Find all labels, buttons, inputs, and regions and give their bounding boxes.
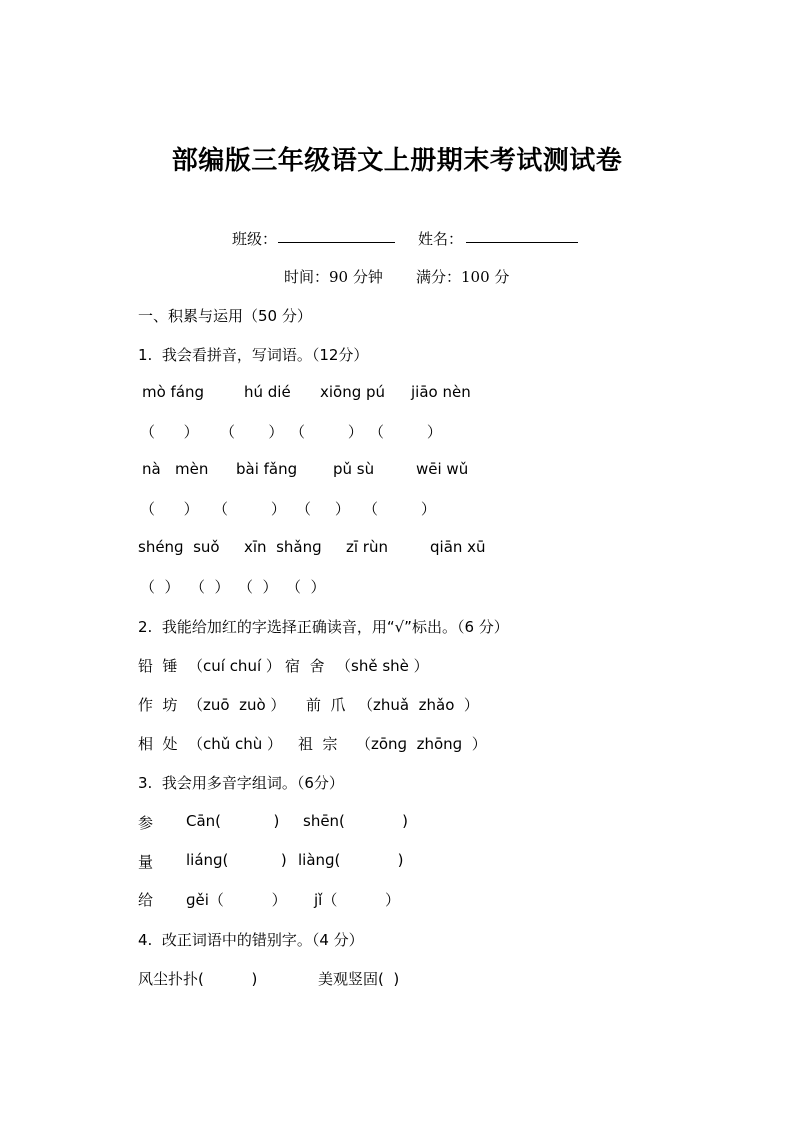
- answer-blank[interactable]: Cān( ): [186, 812, 280, 830]
- pinyin-item: wēi wǔ: [416, 460, 469, 478]
- pinyin-item: mò fáng: [142, 383, 205, 401]
- answer-blank[interactable]: （ ）: [369, 423, 442, 441]
- reading-choice[interactable]: （chǔ chù ）: [188, 735, 283, 753]
- answer-blank[interactable]: （ ）: [190, 578, 230, 596]
- score-info: 满分：100 分: [416, 268, 510, 286]
- answer-blank[interactable]: liánɡ( ): [186, 851, 287, 869]
- page-title: 部编版三年级语文上册期末考试测试卷: [171, 146, 623, 176]
- section-heading: 一、积累与运用（50 分）: [138, 307, 312, 325]
- question-3-title: 3. 我会用多音字组词。（6分）: [138, 774, 344, 792]
- pinyin-item: xīn shǎnɡ: [244, 538, 322, 556]
- pinyin-item: qiān xū: [430, 538, 486, 556]
- answer-blank[interactable]: （ ）: [290, 423, 363, 441]
- name-label: 姓名：: [418, 230, 464, 248]
- pinyin-item: xiōng pú: [320, 383, 386, 401]
- time-info: 时间：90 分钟: [284, 268, 383, 286]
- answer-blank[interactable]: （ ）: [213, 500, 286, 518]
- word-item: 作 坊: [138, 696, 178, 714]
- pinyin-item: hú dié: [244, 383, 291, 401]
- pinyin-item: zī rùn: [346, 538, 388, 556]
- word-item: 量: [138, 853, 154, 871]
- pinyin-item: shénɡ suǒ: [138, 538, 220, 556]
- word-item: 祖 宗: [298, 735, 338, 753]
- reading-choice[interactable]: （zōnɡ zhōnɡ ）: [356, 735, 487, 753]
- answer-blank[interactable]: ɡěi（ ）: [186, 891, 287, 909]
- answer-blank[interactable]: shēn( ): [303, 812, 408, 830]
- answer-blank[interactable]: （ ）: [286, 578, 326, 596]
- answer-blank[interactable]: （ ）: [296, 500, 350, 518]
- pinyin-item: bài fǎng: [236, 460, 298, 478]
- answer-blank[interactable]: （ ）: [140, 500, 199, 518]
- answer-blank[interactable]: （ ）: [220, 423, 284, 441]
- answer-blank[interactable]: 风尘扑扑( ): [138, 970, 258, 988]
- reading-choice[interactable]: （cuí chuí ）: [188, 657, 281, 675]
- word-item: 相 处: [138, 735, 178, 753]
- word-item: 宿 舍: [285, 657, 325, 675]
- reading-choice[interactable]: （shě shè ）: [336, 657, 429, 675]
- pinyin-item: pǔ sù: [333, 460, 375, 478]
- word-item: 参: [138, 814, 154, 832]
- answer-blank[interactable]: （ ）: [238, 578, 278, 596]
- answer-blank[interactable]: （ ）: [140, 423, 199, 441]
- word-item: 给: [138, 891, 154, 909]
- pinyin-item: nà mèn: [142, 460, 209, 478]
- question-4-title: 4. 改正词语中的错别字。（4 分）: [138, 931, 364, 949]
- class-blank[interactable]: [278, 228, 395, 247]
- answer-blank[interactable]: （ ）: [140, 578, 180, 596]
- word-item: 前 爪: [306, 696, 346, 714]
- reading-choice[interactable]: （zuō zuò ）: [188, 696, 286, 714]
- answer-blank[interactable]: 美观竖固( ): [318, 970, 400, 988]
- word-item: 铅 锤: [138, 657, 178, 675]
- class-label: 班级：: [232, 230, 278, 248]
- answer-blank[interactable]: liànɡ( ): [298, 851, 404, 869]
- reading-choice[interactable]: （zhuǎ zhǎo ）: [358, 696, 479, 714]
- pinyin-item: jiāo nèn: [411, 383, 471, 401]
- question-2-title: 2. 我能给加红的字选择正确读音，用“√”标出。（6 分）: [138, 618, 509, 636]
- answer-blank[interactable]: jǐ（ ）: [314, 891, 401, 909]
- question-1-title: 1. 我会看拼音，写词语。（12分）: [138, 346, 369, 364]
- answer-blank[interactable]: （ ）: [363, 500, 436, 518]
- name-blank[interactable]: [466, 228, 578, 247]
